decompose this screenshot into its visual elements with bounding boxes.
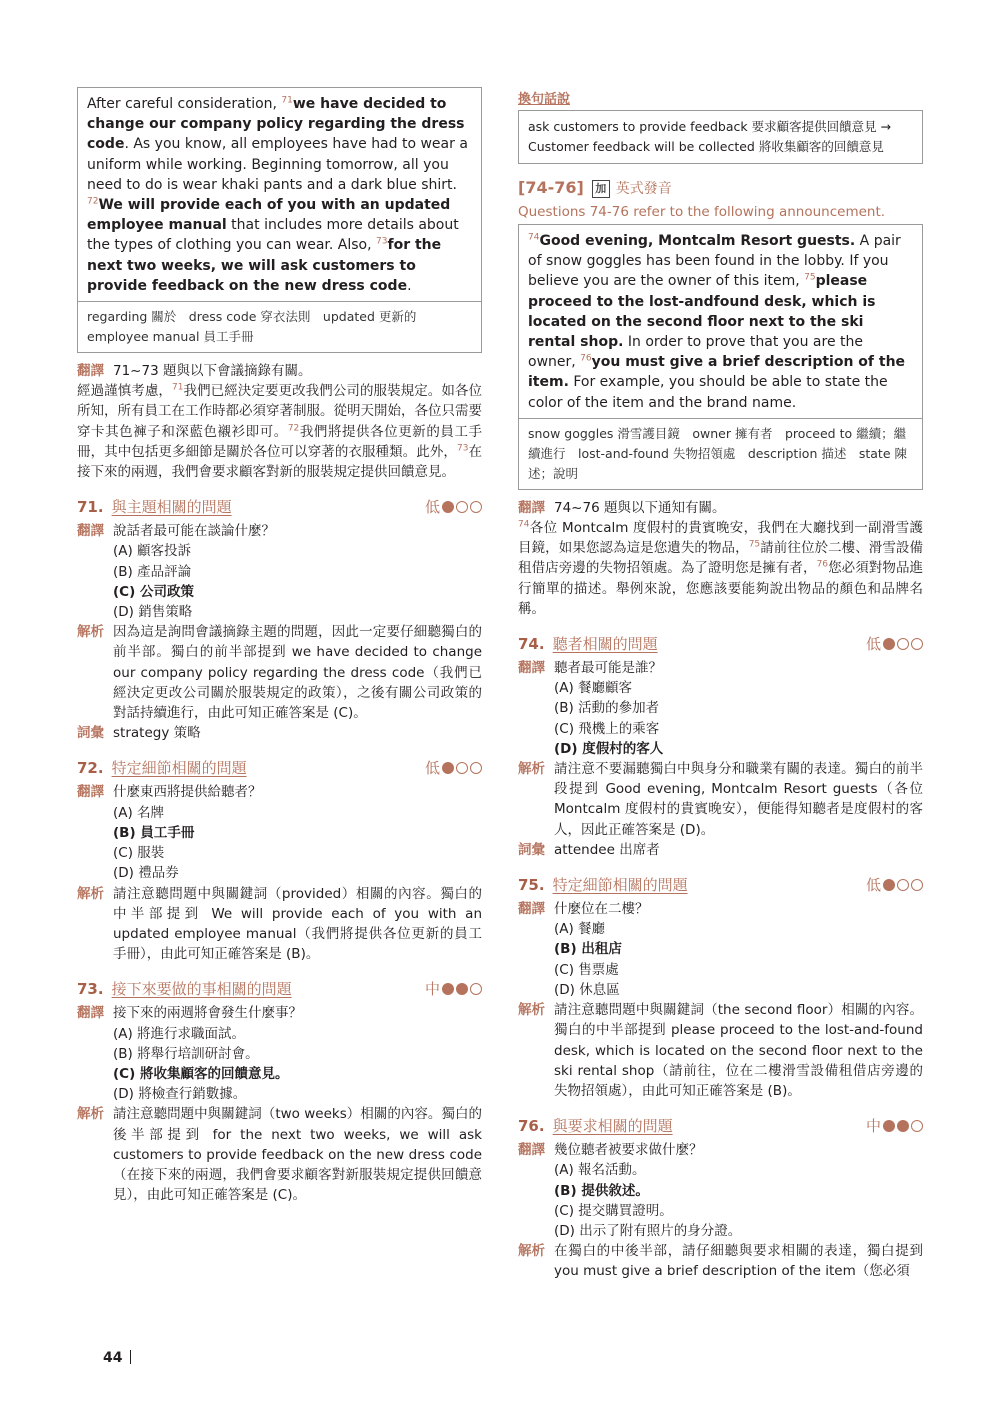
empty-dot-icon [470,501,482,513]
label-vocab: 詞彙 [77,725,104,742]
filled-dot-icon [883,879,895,891]
explanation-text: 請注意聽問題中與關鍵詞（the second floor）相關的內容。獨白的中半部提到 please proceed to the lost-and-found desk, which is located on the second floor next to the ski rental shop（請前往，位在二樓滑雪設備租借店旁邊的失物招領處），由此可知正確答案是 (B)。 [554,1002,923,1099]
paraphrase-box: ask customers to provide feedback 要求顧客提供回饋意見 → Customer feedback will be collected 將收集顧客的回饋意見 [518,110,923,164]
option: (C) 服裝 [113,845,165,862]
option: (D) 銷售策略 [113,604,193,621]
question-translation [77,782,482,802]
question-text: 幾位聽者被要求做什麼？ [554,1142,703,1159]
explanation [77,884,482,965]
empty-dot-icon [456,501,468,513]
question-translation [518,899,923,919]
explanation-text: 請注意不要漏聽獨白中與身分和職業有關的表達。獨白的前半段提到 Good evening, Montcalm Resort guests（各位 Montcalm 度假村的貴賓晚安），便能得知聽者是度假村的客人，因此正確答案是 (D)。 [554,761,923,838]
empty-dot-icon [470,762,482,774]
difficulty-label: 低 [424,498,440,517]
label-explanation: 解析 [77,1106,104,1123]
difficulty-indicator [425,978,482,999]
option: (B) 產品評論 [113,563,192,580]
empty-dot-icon [911,1120,923,1132]
option: (A) 名牌 [113,804,165,821]
option: (C) 提交購買證明。 [554,1202,673,1219]
difficulty-indicator [866,633,923,654]
empty-dot-icon [897,638,909,650]
empty-dot-icon [897,879,909,891]
question-number: 72. [77,759,104,778]
explanation-text: 請注意聽問題中與關鍵詞（provided）相關的內容。獨白的中半部提到 We will provide each of you with an updated employee manual（我們將提供各位更新的員工手冊），由此可知正確答案是 (B)。 [113,885,482,963]
option: (B) 將舉行培訓研討會。 [113,1045,259,1062]
option: (A) 顧客投訴 [113,543,192,560]
explanation [518,1241,923,1281]
filled-dot-icon [442,762,454,774]
question-text: 接下來的兩週將會發生什麼事？ [113,1005,302,1022]
difficulty-indicator [425,757,482,778]
question-number: 74. [518,635,545,654]
page-separator [130,1350,131,1364]
translation-intro: 71~73 題與以下會議摘錄有關。 [113,363,312,380]
explanation-text: 請注意聽問題中與關鍵詞（two weeks）相關的內容。獨白的後半部提到 for the next two weeks, we will ask customers to provide feedback on the new dress code（在接下來的兩週，我們會要求顧客對新服裝規定提供回饋意見），由此可知正確答案是 (C)。 [113,1106,482,1204]
vocab-text: attendee 出席者 [554,841,660,858]
question-74-header [518,633,923,654]
question-translation [518,1140,923,1160]
explanation [77,1104,482,1205]
filled-dot-icon [897,1120,909,1132]
label-translation: 翻譯 [518,901,545,918]
paraphrase-heading: 換句話說 [518,92,571,107]
filled-dot-icon [442,983,454,995]
questions-refer-line: Questions 74-76 refer to the following announcement. [518,204,886,220]
label-translation: 翻譯 [77,363,104,380]
option-correct: (B) 出租店 [554,941,622,958]
difficulty-indicator [425,496,482,517]
label-explanation: 解析 [77,624,104,641]
label-translation: 翻譯 [518,660,545,677]
section-range: [74-76] [518,178,584,197]
question-72-header [77,757,482,778]
passage-text: After careful consideration, $^{71}$we have decided to change our company policy regarding the dress code. As you know, all employees have had to wear a uniform while working. Beginning tomorrow, all you need to do is wear khaki pants and a dark blue shirt. $^{72}$We will provide each of you with an updated employee manual that includes more details about the types of clothing you can wear. Also, $^{73}$for the next two weeks, we will ask customers to provide feedback on the new dress code. [87,95,468,294]
difficulty-label: 中 [865,1117,881,1136]
translation-text: $^{74}$各位 Montcalm 度假村的貴賓晚安，我們在大廳找到一副滑雪護目鏡，如果您認為這是您遺失的物品，$^{75}$請前往位於二樓、滑雪設備租借店旁邊的失物招領處。為了證明您是擁有者，$^{76}$您必須對物品進行簡單的描述。舉例來說，您應該要能夠說出物品的顏色和品牌名稱。 [518,519,924,617]
label-translation: 翻譯 [77,523,104,540]
right-column [518,0,923,1282]
explanation [518,759,923,840]
label-translation: 翻譯 [518,1142,545,1159]
filled-dot-icon [883,1120,895,1132]
option-correct: (C) 公司政策 [113,583,194,600]
difficulty-label: 中 [424,980,440,999]
question-number: 71. [77,498,104,517]
question-translation [518,658,923,678]
question-number: 73. [77,980,104,999]
question-translation [77,1003,482,1023]
option: (D) 休息區 [554,981,620,998]
question-text: 什麼位在二樓？ [554,901,649,918]
option-correct: (B) 提供敘述。 [554,1182,649,1199]
option-correct: (D) 度假村的客人 [554,740,664,757]
option: (D) 禮品券 [113,865,179,882]
option-correct: (B) 員工手冊 [113,824,195,841]
difficulty-indicator [866,874,923,895]
question-71-header [77,496,482,517]
translation-block [77,361,482,381]
passage-box-74-76 [518,224,923,490]
passage-box-71-73 [77,87,482,353]
question-title: 與要求相關的問題 [552,1117,673,1136]
question-text: 什麼東西將提供給聽者？ [113,784,262,801]
option: (A) 餐廳顧客 [554,680,633,697]
audio-accent-icon: 加 [592,180,610,198]
question-translation [77,521,482,541]
passage-vocab: snow goggles 滑雪護目鏡 owner 擁有者 proceed to 繼續；繼續進行 lost-and-found 失物招領處 description 描述 state 陳述；說明 [519,418,922,489]
filled-dot-icon [883,638,895,650]
translation-block [518,498,923,518]
explanation [518,1000,923,1101]
question-text: 說話者最可能在談論什麼？ [113,523,275,540]
page-number-text: 44 [103,1350,123,1366]
translation-intro: 74~76 題與以下通知有關。 [554,499,726,516]
passage-text: $^{74}$Good evening, Montcalm Resort guests. A pair of snow goggles has been found in the lobby. If you believe you are the owner of this item, $^{75}$please proceed to the lost-andfound desk, which is located on the second floor next to the ski rental shop. In order to prove that you are the owner, $^{76}$you must give a brief description of the item. For example, you should be able to state the color of the item and the brand name. [528,232,906,411]
option: (A) 餐廳 [554,921,606,938]
option: (C) 飛機上的乘客 [554,720,660,737]
page-number [103,1350,131,1366]
question-number: 76. [518,1117,545,1136]
option: (D) 將檢查行銷數據。 [113,1086,247,1103]
label-vocab: 詞彙 [518,841,545,858]
question-73-header [77,978,482,999]
label-translation: 翻譯 [77,1005,104,1022]
question-title: 與主題相關的問題 [111,498,232,517]
accent-label: 英式發音 [615,181,672,197]
question-76-header [518,1115,923,1136]
question-75-header [518,874,923,895]
question-title: 接下來要做的事相關的問題 [111,980,292,999]
empty-dot-icon [911,638,923,650]
empty-dot-icon [456,762,468,774]
empty-dot-icon [911,879,923,891]
label-explanation: 解析 [77,885,104,902]
filled-dot-icon [442,501,454,513]
label-translation: 翻譯 [518,499,545,516]
vocab-row [518,840,923,860]
vocab-text: strategy 策略 [113,725,201,742]
label-explanation: 解析 [518,1002,545,1019]
passage-vocab: regarding 關於 dress code 穿衣法則 updated 更新的 employee manual 員工手冊 [78,301,481,352]
vocab-row [77,723,482,743]
question-title: 聽者相關的問題 [552,635,658,654]
label-explanation: 解析 [518,1243,545,1260]
difficulty-indicator [866,1115,923,1136]
empty-dot-icon [470,983,482,995]
explanation [77,622,482,723]
explanation-text: 因為這是詢問會議摘錄主題的問題，因此一定要仔細聽獨白的前半部。獨白的前半部提到 we have decided to change our company policy regarding the dress code（我們已經決定更改公司關於服裝規定的政策），之後有關公司政策的對話持續進行，由此可知正確答案是 (C)。 [113,624,482,722]
filled-dot-icon [456,983,468,995]
difficulty-label: 低 [424,759,440,778]
option-correct: (C) 將收集顧客的回饋意見。 [113,1065,289,1082]
question-text: 聽者最可能是誰？ [554,660,662,677]
question-number: 75. [518,876,545,895]
difficulty-label: 低 [865,635,881,654]
option: (A) 將進行求職面試。 [113,1025,246,1042]
option: (C) 售票處 [554,961,619,978]
translation-text: 經過謹慎考慮，$^{71}$我們已經決定要更改我們公司的服裝規定。如各位所知，所有員工在工作時都必須穿著制服。從明天開始，各位只需要穿卡其色褲子和深藍色襯衫即可。$^{72}$我們將提供各位更新的員工手冊，其中包括更多細節是關於各位可以穿著的衣服種類。此外，$^{73}$在接下來的兩週，我們會要求顧客對新的服裝規定提供回饋意見。 [77,382,483,481]
section-tag [518,178,923,198]
question-title: 特定細節相關的問題 [111,759,247,778]
label-explanation: 解析 [518,761,545,778]
explanation-text: 在獨白的中後半部，請仔細聽與要求相關的表達，獨白提到 you must give a brief description of the item（您必須 [554,1243,923,1280]
difficulty-label: 低 [865,876,881,895]
option: (D) 出示了附有照片的身分證。 [554,1222,742,1239]
question-title: 特定細節相關的問題 [552,876,688,895]
option: (A) 報名活動。 [554,1162,646,1179]
left-column [77,0,482,1205]
option: (B) 活動的參加者 [554,700,660,717]
label-translation: 翻譯 [77,784,104,801]
